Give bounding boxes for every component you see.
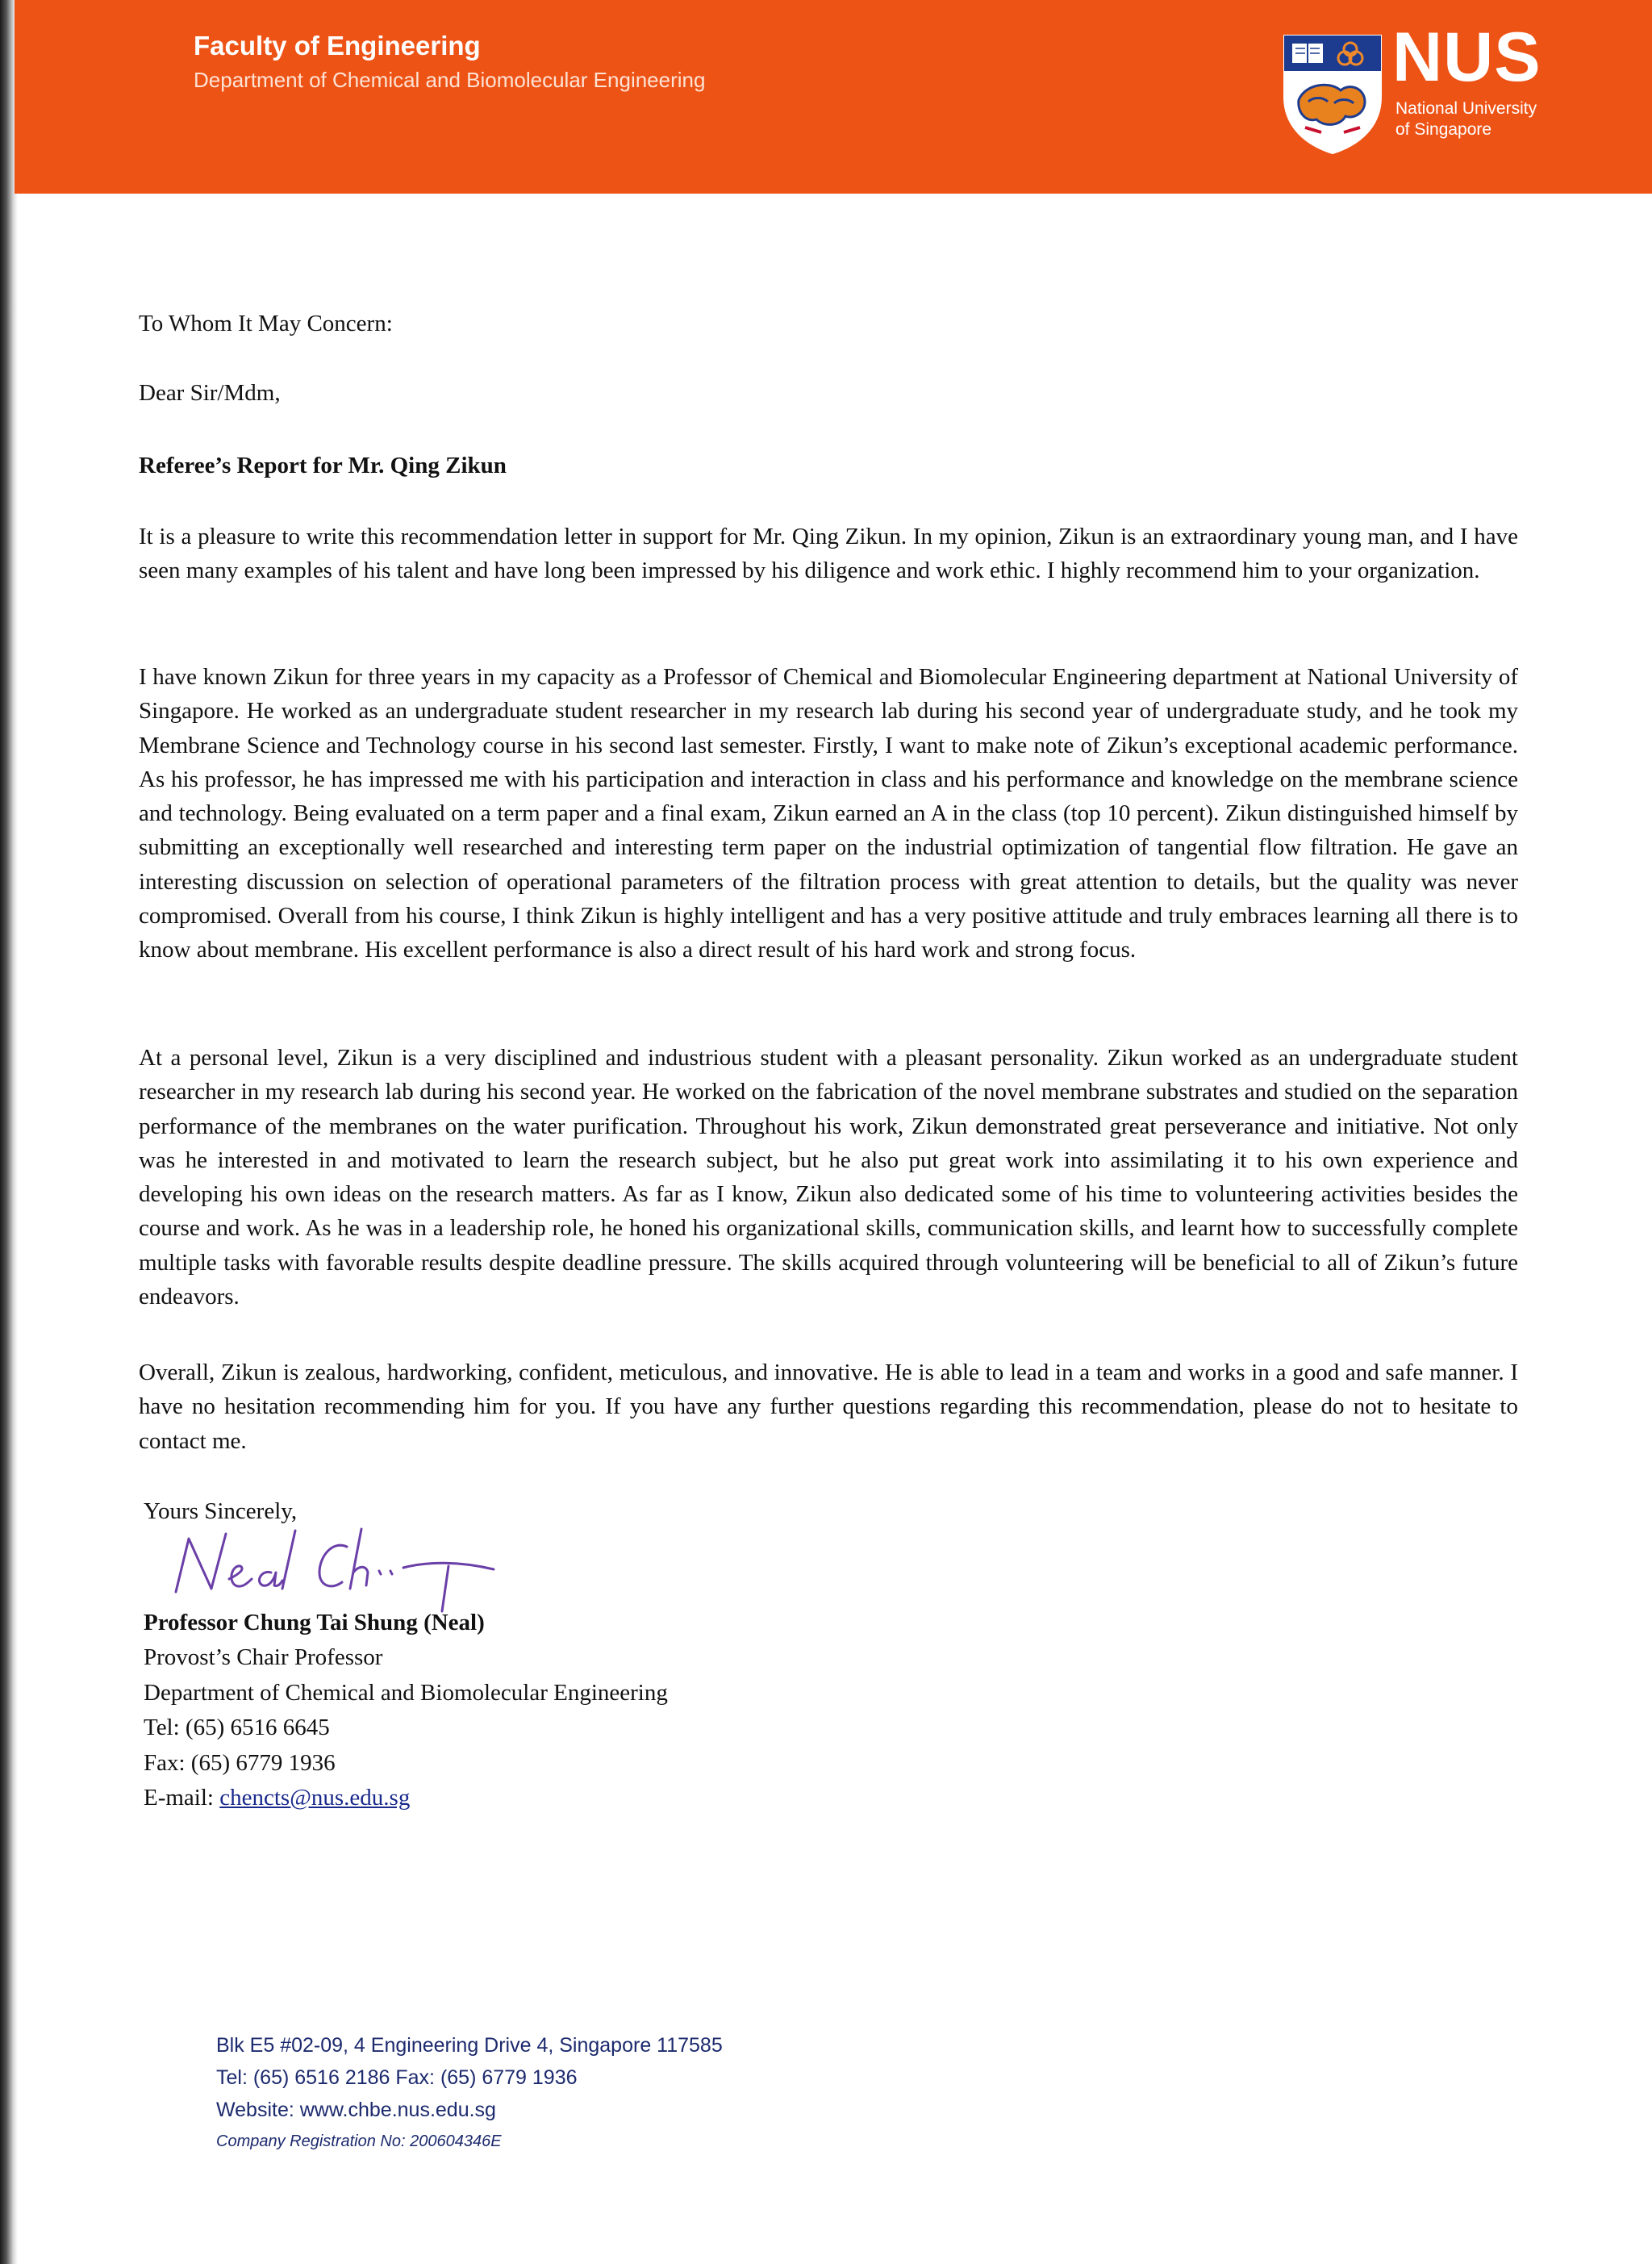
footer-registration: Company Registration No: 200604346E <box>216 2132 502 2150</box>
footer-website: Website: www.chbe.nus.edu.sg <box>216 2099 496 2121</box>
handwritten-signature <box>161 1505 532 1618</box>
signatory-title: Provost’s Chair Professor <box>144 1644 383 1670</box>
body-paragraph-2: I have known Zikun for three years in my capacity as a Professor of Chemical and Biomolecular Engineering department at National University of Singapore. He worked as an undergraduate student researcher in my research lab during his second year of undergraduate study, and he took my Membrane Science and Technology course in his second last semester. Firstly, I want to make note of Zikun’s exceptional academic performance. As his professor, he has impressed me with his participation and interaction in class and his performance and knowledge on the membrane science and technology. Being evaluated on a term paper and a final exam, Zikun earned an A in the class (top 10 percent). Zikun distinguished himself by submitting an exceptionally well researched and interesting term paper on the industrial optimization of tangential flow filtration. He gave an interesting discussion on selection of operational parameters of the filtration process with great attention to details, but the quality was never compromised. Overall from his course, I think Zikun is highly intelligent and has a very positive attitude and truly embraces learning all there is to know about membrane. His excellent performance is also a direct result of his hard work and strong focus. <box>139 664 1518 963</box>
signatory-email-row <box>144 1781 668 1816</box>
nus-logo-text: NUS <box>1392 19 1541 96</box>
nus-logo-subtitle-1: National University <box>1395 99 1537 118</box>
scan-edge-shadow <box>0 0 18 2264</box>
nus-crest-icon <box>1281 32 1384 155</box>
signatory-department: Department of Chemical and Biomolecular Engineering <box>144 1679 668 1706</box>
department-name: Department of Chemical and Biomolecular Engineering <box>194 68 706 92</box>
body-paragraph-4: Overall, Zikun is zealous, hardworking, confident, meticulous, and innovative. He is able to lead in a team and works in a good and safe manner. I have no hesitation recommending him for you. If you have any further questions regarding this recommendation, please do not to hesitate to contact me. <box>139 1360 1518 1454</box>
salutation-to-whom: To Whom It May Concern: <box>139 311 393 336</box>
nus-logo-subtitle-2: of Singapore <box>1395 120 1492 139</box>
signatory-tel: Tel: (65) 6516 6645 <box>144 1715 330 1740</box>
salutation-dear: Dear Sir/Mdm, <box>139 380 281 406</box>
footer-address: Blk E5 #02-09, 4 Engineering Drive 4, Singapore 117585 <box>216 2034 723 2057</box>
closing: Yours Sincerely, <box>144 1498 298 1524</box>
signatory-fax: Fax: (65) 6779 1936 <box>144 1749 336 1776</box>
letterhead-footer <box>216 2029 723 2157</box>
footer-phone: Tel: (65) 6516 2186 Fax: (65) 6779 1936 <box>216 2066 578 2089</box>
body-paragraph-3: At a personal level, Zikun is a very disciplined and industrious student with a pleasant personality. Zikun worked as an undergraduate student researcher in my research lab during his second year. He worked on the fabrication of the novel membrane substrates and studied on the separation performance of the membranes on the water purification. Throughout his work, Zikun demonstrated great perseverance and initiative. Not only was he interested in and motivated to learn the research subject, but he also put great work into assimilating it to his own experience and developing his own ideas on the research matters. As far as I know, Zikun also dedicated some of his time to volunteering activities besides the course and work. As he was in a leadership role, he honed his organizational skills, communication skills, and learnt how to successfully complete multiple tasks with favorable results despite deadline pressure. The skills acquired through volunteering will be beneficial to all of Zikun’s future endeavors. <box>139 1045 1518 1310</box>
body-paragraph-1: It is a pleasure to write this recommendation letter in support for Mr. Qing Zikun. In my opinion, Zikun is an extraordinary young man, and I have seen many examples of his talent and have long been impressed by his diligence and work ethic. I highly recommend him to your organization. <box>139 524 1518 584</box>
email-label: E-mail: <box>144 1785 220 1811</box>
letter-subject: Referee’s Report for Mr. Qing Zikun <box>139 453 507 478</box>
faculty-name: Faculty of Engineering <box>194 31 481 61</box>
email-link[interactable]: chencts@nus.edu.sg <box>219 1785 411 1811</box>
signatory-name: Professor Chung Tai Shung (Neal) <box>144 1609 485 1635</box>
